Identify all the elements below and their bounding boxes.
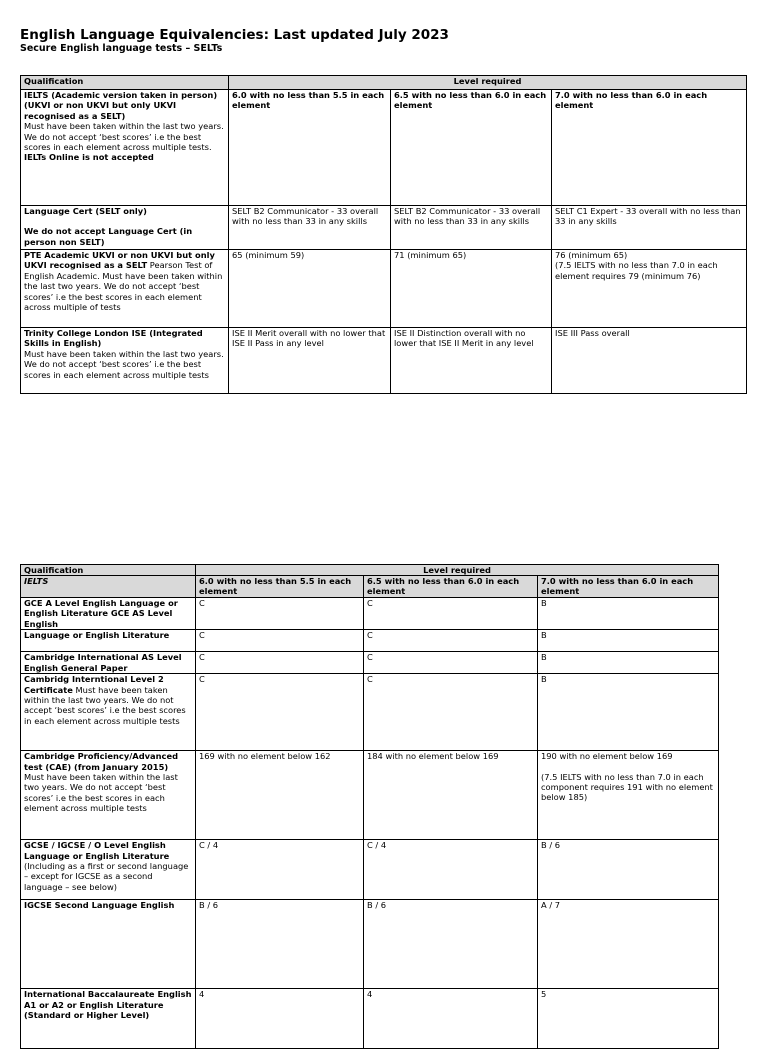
- qualification-name: GCSE / IGCSE / O Level English Language or English Literature: [24, 840, 170, 861]
- level-required-header: Level required: [196, 565, 719, 576]
- level-cell: C: [196, 674, 364, 751]
- table-row: [21, 328, 747, 394]
- qualification-cell: IGCSE Second Language English: [21, 900, 196, 989]
- level-cell: B: [538, 674, 719, 751]
- table-row: [21, 630, 719, 652]
- qualification-note: (UKVI or non UKVI but only UKVI recognised as a SELT): [24, 100, 177, 121]
- level-cell: 6.0 with no less than 5.5 in each element: [229, 90, 391, 206]
- qualification-name: PTE Academic UKVI or non UKVI but only UKVI recognised as a SELT: [24, 250, 215, 271]
- qualification-warning: IELTs Online is not accepted: [24, 152, 154, 163]
- qualification-name: Trinity College London ISE (Integrated Skills in English): [24, 328, 203, 349]
- qualification-name: Cambridg Interntional Level 2 Certificate: [24, 674, 164, 695]
- table-row: [21, 989, 719, 1049]
- level-cell: C: [196, 630, 364, 652]
- level-cell: 4: [196, 989, 364, 1049]
- table-row: [21, 250, 747, 328]
- level-value: 76 (minimum 65): [555, 250, 628, 260]
- level-cell: 6.5 with no less than 6.0 in each element: [391, 90, 552, 206]
- level-cell: 7.0 with no less than 6.0 in each element: [552, 90, 747, 206]
- level-cell: ISE II Distinction overall with no lower that ISE II Merit in any level: [391, 328, 552, 394]
- table-subheader-row: [21, 576, 719, 598]
- qualification-detail: Must have been taken within the last two years. We do not accept ‘best scores’ i.e the best scores in each element across multiple tests: [24, 684, 186, 726]
- level-cell: B / 6: [538, 840, 719, 900]
- page-subtitle: Secure English language tests – SELTs: [20, 43, 223, 54]
- qualification-detail: Must have been taken within the last two years. We do not accept ‘best scores’ i.e the best scores in each element across multiple tests.: [24, 121, 224, 153]
- qualification-cell: [21, 206, 229, 250]
- table-row: [21, 751, 719, 840]
- level-note: (7.5 IELTS with no less than 7.0 in each element requires 79 (minimum 76): [555, 260, 718, 281]
- qualification-cell: [21, 674, 196, 751]
- level-cell: SELT C1 Expert - 33 overall with no less than 33 in any skills: [552, 206, 747, 250]
- level-cell: B / 6: [196, 900, 364, 989]
- level-cell: 4: [364, 989, 538, 1049]
- qualification-header: Qualification: [21, 76, 229, 90]
- page-title: English Language Equivalencies: Last updated July 2023: [20, 27, 449, 43]
- qualification-detail: Must have been taken within the last two years. We do not accept ‘best scores’ i.e the best scores in each element across multiple tests: [24, 772, 178, 814]
- level-cell: A / 7: [538, 900, 719, 989]
- level-cell: [552, 250, 747, 328]
- qualification-note: We do not accept Language Cert (in person non SELT): [24, 226, 193, 247]
- level-cell: C: [364, 652, 538, 674]
- level-required-header: Level required: [229, 76, 747, 90]
- level-cell: C: [196, 598, 364, 630]
- table-row: [21, 652, 719, 674]
- qualification-cell: [21, 328, 229, 394]
- level-cell: 184 with no element below 169: [364, 751, 538, 840]
- level-cell: ISE III Pass overall: [552, 328, 747, 394]
- level-cell: B / 6: [364, 900, 538, 989]
- band-header: 7.0 with no less than 6.0 in each element: [538, 576, 719, 598]
- qualification-cell: [21, 90, 229, 206]
- table-header-row: [21, 565, 719, 576]
- level-cell: SELT B2 Communicator - 33 overall with no less than 33 in any skills: [229, 206, 391, 250]
- level-cell: C: [364, 674, 538, 751]
- ielts-label: IELTS: [24, 576, 49, 586]
- level-cell: B: [538, 652, 719, 674]
- qualification-name: IELTS (Academic version taken in person): [24, 90, 218, 100]
- table-row: [21, 598, 719, 630]
- qualification-cell: Cambridge International AS Level English General Paper: [21, 652, 196, 674]
- level-cell: C: [364, 630, 538, 652]
- level-cell: C: [196, 652, 364, 674]
- level-cell: ISE II Merit overall with no lower that ISE II Pass in any level: [229, 328, 391, 394]
- table-row: [21, 674, 719, 751]
- qualification-cell: GCE A Level English Language or English Literature GCE AS Level English: [21, 598, 196, 630]
- level-value: 190 with no element below 169: [541, 751, 673, 762]
- qualification-detail: Must have been taken within the last two years. We do not accept ‘best scores’ i.e the best scores in each element across multiple tests: [24, 348, 224, 380]
- qualification-name: Cambridge Proficiency/Advanced test (CAE) (from January 2015): [24, 751, 179, 772]
- qualification-cell: Language or English Literature: [21, 630, 196, 652]
- academic-qualification-table: [20, 564, 719, 1049]
- level-cell: B: [538, 630, 719, 652]
- level-cell: 5: [538, 989, 719, 1049]
- qualification-name: Language Cert (SELT only): [24, 206, 147, 216]
- qualification-cell: [21, 250, 229, 328]
- level-cell: 65 (minimum 59): [229, 250, 391, 328]
- qualification-detail: Pearson Test of English Academic. Must have been taken within the last two years. We do not accept ‘best scores’ i.e the best scores in each element across multiple of tests: [24, 260, 223, 313]
- level-cell: C: [364, 598, 538, 630]
- qualification-cell: [21, 751, 196, 840]
- qualification-cell: International Baccalaureate English A1 or A2 or English Literature (Standard or Higher Level): [21, 989, 196, 1049]
- qualification-cell: [21, 840, 196, 900]
- table-row: [21, 840, 719, 900]
- table-row: [21, 900, 719, 989]
- level-cell: C / 4: [196, 840, 364, 900]
- table-row: [21, 90, 747, 206]
- level-note: (7.5 IELTS with no less than 7.0 in each component requires 191 with no element below 185): [541, 771, 713, 803]
- band-header: 6.5 with no less than 6.0 in each element: [364, 576, 538, 598]
- qualification-detail: (Including as a first or second language – except for IGCSE as a second language – see below): [24, 861, 189, 892]
- band-header: 6.0 with no less than 5.5 in each element: [196, 576, 364, 598]
- level-cell: 169 with no element below 162: [196, 751, 364, 840]
- level-cell: SELT B2 Communicator - 33 overall with no less than 33 in any skills: [391, 206, 552, 250]
- table-row: [21, 206, 747, 250]
- level-cell: 71 (minimum 65): [391, 250, 552, 328]
- level-cell: B: [538, 598, 719, 630]
- table-header-row: [21, 76, 747, 90]
- qualification-header: Qualification: [21, 565, 196, 576]
- selt-equivalency-table: [20, 75, 747, 394]
- level-cell: C / 4: [364, 840, 538, 900]
- level-cell: [538, 751, 719, 840]
